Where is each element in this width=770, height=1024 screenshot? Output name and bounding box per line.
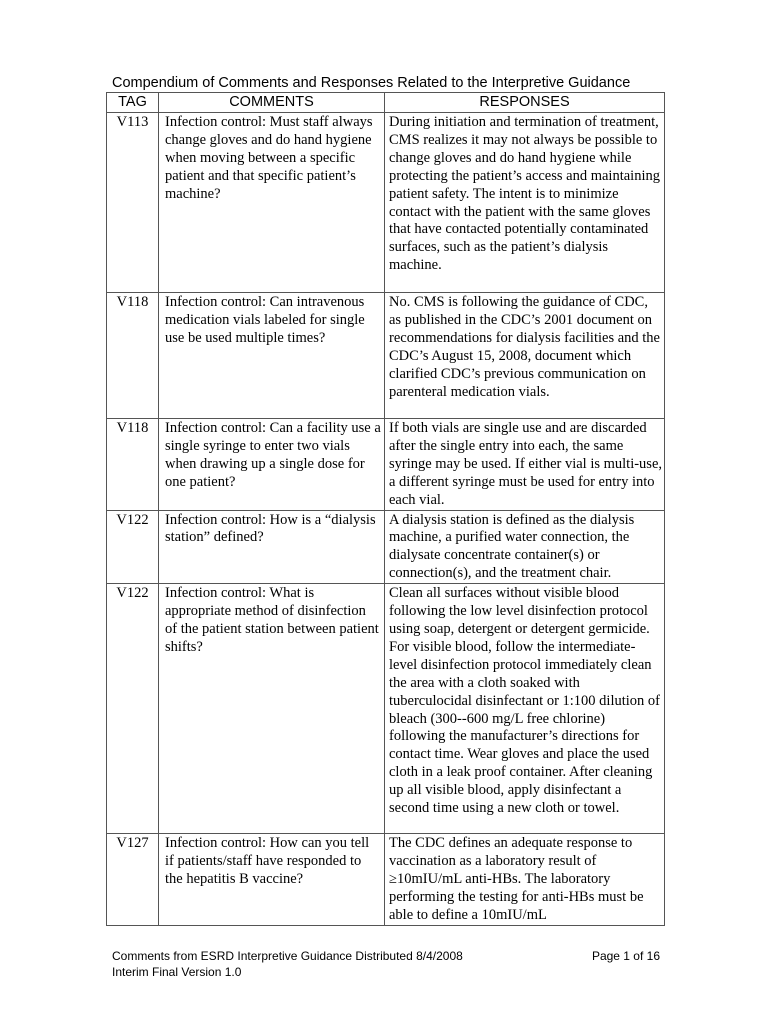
row-comment: Infection control: Can a facility use a single syringe to enter two vials when drawing up a single dose for one patient? xyxy=(159,419,385,511)
row-tag: V113 xyxy=(107,113,159,293)
row-tag: V118 xyxy=(107,293,159,419)
table-row xyxy=(107,419,665,511)
row-response: A dialysis station is defined as the dialysis machine, a purified water connection, the dialysate concentrate container(s) or connection(s), and the treatment chair. xyxy=(385,510,665,584)
table-row xyxy=(107,510,665,584)
row-tag: V122 xyxy=(107,510,159,584)
page-footer xyxy=(112,948,660,980)
table-row xyxy=(107,113,665,293)
header-responses: RESPONSES xyxy=(385,93,665,113)
comments-table xyxy=(106,92,665,926)
table-row xyxy=(107,293,665,419)
table-header-row xyxy=(107,93,665,113)
table-row xyxy=(107,834,665,926)
row-response: No. CMS is following the guidance of CDC, as published in the CDC’s 2001 document on recommendations for dialysis facilities and the CDC’s August 15, 2008, document which clarified CDC’s previous communication on parenteral medication vials. xyxy=(385,293,665,419)
row-tag: V127 xyxy=(107,834,159,926)
table-row xyxy=(107,584,665,834)
footer-page-number: Page 1 of 16 xyxy=(591,949,660,963)
row-response: The CDC defines an adequate response to vaccination as a laboratory result of ≥10mIU/mL anti-HBs. The laboratory performing the testing for anti-HBs must be able to define a 10mIU/mL xyxy=(385,834,665,926)
row-tag: V118 xyxy=(107,419,159,511)
row-response: During initiation and termination of treatment, CMS realizes it may not always be possible to change gloves and do hand hygiene while protecting the patient’s access and maintaining patient safety. The intent is to minimize contact with the patient with the same gloves that have contacted potentially contaminated surfaces, such as the patient’s dialysis machine. xyxy=(385,113,665,293)
footer-version: Interim Final Version 1.0 xyxy=(112,965,242,979)
row-tag: V122 xyxy=(107,584,159,834)
row-response: If both vials are single use and are discarded after the single entry into each, the same syringe may be used. If either vial is multi-use, a different syringe must be used for entry into each vial. xyxy=(385,419,665,511)
row-comment: Infection control: How can you tell if patients/staff have responded to the hepatitis B vaccine? xyxy=(159,834,385,926)
row-response: Clean all surfaces without visible blood following the low level disinfection protocol using soap, detergent or detergent germicide. For visible blood, follow the intermediate-level disinfection protocol immediately clean the area with a cloth soaked with tuberculocidal disinfectant or 1:100 dilution of bleach (300--600 mg/L free chlorine) following the manufacturer’s directions for contact time. Wear gloves and place the used cloth in a leak proof container. After cleaning up all visible blood, apply disinfectant a second time using a new cloth or towel. xyxy=(385,584,665,834)
row-comment: Infection control: Must staff always change gloves and do hand hygiene when moving between a specific patient and that specific patient’s machine? xyxy=(159,113,385,293)
row-comment: Infection control: How is a “dialysis station” defined? xyxy=(159,510,385,584)
row-comment: Infection control: What is appropriate method of disinfection of the patient station between patient shifts? xyxy=(159,584,385,834)
row-comment: Infection control: Can intravenous medication vials labeled for single use be used multiple times? xyxy=(159,293,385,419)
header-comments: COMMENTS xyxy=(159,93,385,113)
footer-source: Comments from ESRD Interpretive Guidance Distributed 8/4/2008 xyxy=(112,949,463,963)
page-title: Compendium of Comments and Responses Related to the Interpretive Guidance xyxy=(112,75,631,91)
header-tag: TAG xyxy=(107,93,159,113)
